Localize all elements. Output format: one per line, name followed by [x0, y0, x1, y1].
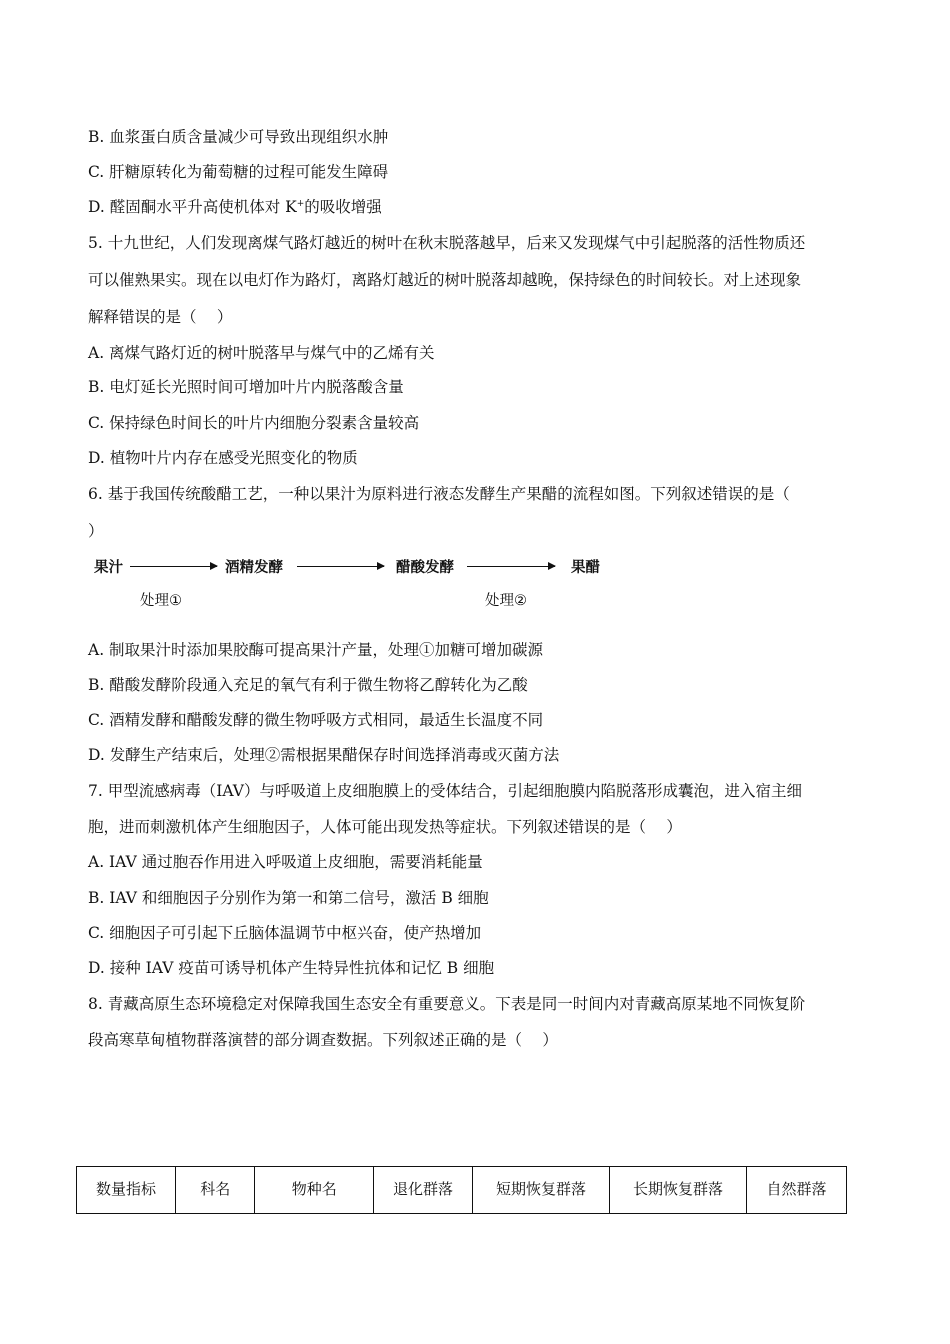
- q7-option-c: C. 细胞因子可引起下丘脑体温调节中枢兴奋，使产热增加: [88, 924, 482, 942]
- q7-option-a: A. IAV 通过胞吞作用进入呼吸道上皮细胞，需要消耗能量: [88, 853, 483, 871]
- q4-option-b: B. 血浆蛋白质含量减少可导致出现组织水肿: [88, 128, 389, 146]
- q4-option-c: C. 肝糖原转化为葡萄糖的过程可能发生障碍: [88, 163, 389, 181]
- flow-arrow-3: [467, 566, 555, 567]
- flow-node-acetic: 醋酸发酵: [396, 560, 454, 576]
- q6-option-c: C. 酒精发酵和醋酸发酵的微生物呼吸方式相同，最适生长温度不同: [88, 711, 544, 729]
- q6-option-a: A. 制取果汁时添加果胶酶可提高果汁产量，处理①加糖可增加碳源: [88, 641, 544, 659]
- table-header-cell: 短期恢复群落: [472, 1167, 609, 1214]
- q5-option-d: D. 植物叶片内存在感受光照变化的物质: [88, 449, 358, 467]
- q7-option-b: B. IAV 和细胞因子分别作为第一和第二信号，激活 B 细胞: [88, 889, 489, 907]
- q5-stem-line-3: 解释错误的是（ ）: [88, 308, 233, 326]
- q7-stem-line-2: 胞，进而刺激机体产生细胞因子，人体可能出现发热等症状。下列叙述错误的是（ ）: [88, 818, 682, 836]
- survey-table: [76, 1166, 847, 1214]
- q6-option-d: D. 发酵生产结束后，处理②需根据果醋保存时间选择消毒或灭菌方法: [88, 746, 560, 764]
- flow-label-treatment-1: 处理①: [140, 593, 182, 609]
- q8-stem-line-2: 段高寒草甸植物群落演替的部分调查数据。下列叙述正确的是（ ）: [88, 1031, 558, 1049]
- table-header-cell: 退化群落: [373, 1167, 472, 1214]
- q7-option-d: D. 接种 IAV 疫苗可诱导机体产生特异性抗体和记忆 B 细胞: [88, 959, 495, 977]
- flow-node-vinegar: 果醋: [571, 560, 600, 576]
- flow-node-alcohol: 酒精发酵: [225, 560, 283, 576]
- q6-stem-line-2: ）: [88, 522, 104, 540]
- flow-node-juice: 果汁: [94, 560, 123, 576]
- table-header-row: [77, 1167, 847, 1214]
- q5-stem-line-1: 5. 十九世纪，人们发现离煤气路灯越近的树叶在秋末脱落越早，后来又发现煤气中引起脱落的活性物质还: [88, 234, 806, 252]
- q7-stem-line-1: 7. 甲型流感病毒（IAV）与呼吸道上皮细胞膜上的受体结合，引起细胞膜内陷脱落形成囊泡，进入宿主细: [88, 782, 802, 800]
- flow-arrow-1: [130, 566, 217, 567]
- q6-option-b: B. 醋酸发酵阶段通入充足的氧气有利于微生物将乙醇转化为乙酸: [88, 676, 528, 694]
- q4-option-d: D. 醛固酮水平升高使机体对 K+的吸收增强: [88, 198, 382, 216]
- q5-stem-line-2: 可以催熟果实。现在以电灯作为路灯，离路灯越近的树叶脱落却越晚，保持绿色的时间较长。对上述现象: [88, 271, 802, 289]
- flow-label-treatment-2: 处理②: [485, 593, 527, 609]
- table-header-cell: 科名: [175, 1167, 254, 1214]
- q5-option-c: C. 保持绿色时间长的叶片内细胞分裂素含量较高: [88, 414, 420, 432]
- table-header-cell: 数量指标: [77, 1167, 176, 1214]
- q5-option-a: A. 离煤气路灯近的树叶脱落早与煤气中的乙烯有关: [88, 344, 435, 362]
- q8-stem-line-1: 8. 青藏高原生态环境稳定对保障我国生态安全有重要意义。下表是同一时间内对青藏高原某地不同恢复阶: [88, 995, 806, 1013]
- table-header-cell: 物种名: [255, 1167, 374, 1214]
- table-header-cell: 自然群落: [747, 1167, 847, 1214]
- flow-arrow-2: [297, 566, 384, 567]
- table-header-cell: 长期恢复群落: [609, 1167, 746, 1214]
- q6-stem-line-1: 6. 基于我国传统酸醋工艺，一种以果汁为原料进行液态发酵生产果醋的流程如图。下列叙述错误的是（: [88, 485, 790, 503]
- q5-option-b: B. 电灯延长光照时间可增加叶片内脱落酸含量: [88, 378, 404, 396]
